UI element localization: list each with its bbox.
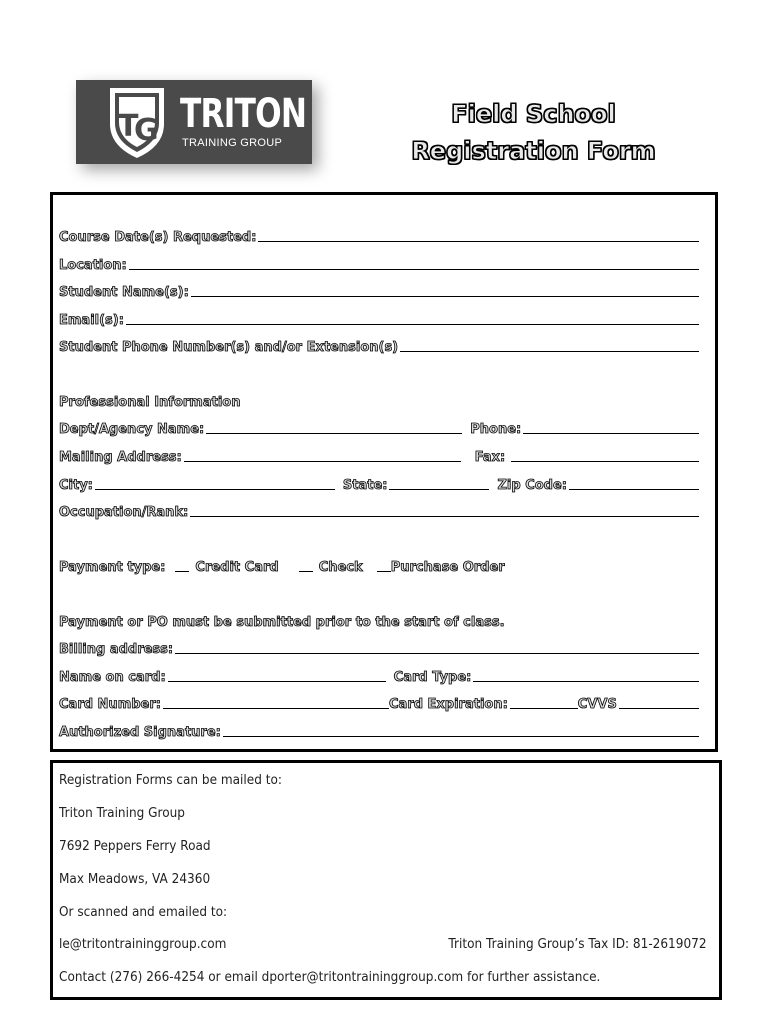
mailing-or-scan: Or scanned and emailed to: <box>59 905 228 920</box>
phone-field[interactable] <box>523 432 699 434</box>
check-checkbox[interactable] <box>299 570 313 572</box>
card-expiration-field[interactable] <box>510 707 578 709</box>
payment-type-label: Payment type: <box>59 560 166 575</box>
dept-agency-label: Dept/Agency Name: <box>59 422 205 437</box>
purchase-order-label: Purchase Order <box>390 560 505 575</box>
dept-agency-row <box>59 419 701 437</box>
fax-label: Fax: <box>474 450 506 465</box>
student-phone-row <box>59 337 701 355</box>
card-type-field[interactable] <box>473 680 699 682</box>
mailing-address-label: Mailing Address: <box>59 450 182 465</box>
email-label: Email(s): <box>59 313 124 328</box>
billing-address-field[interactable] <box>175 652 699 654</box>
title-line-2: Registration Form <box>411 137 656 165</box>
signature-row <box>59 722 701 740</box>
credit-card-label: Credit Card <box>195 560 279 575</box>
svg-text:T: T <box>118 109 139 144</box>
course-dates-row <box>59 227 701 245</box>
cvvs-field[interactable] <box>619 707 699 709</box>
card-expiration-label: Card Expiration: <box>388 697 508 712</box>
contact-line: Contact (276) 266-4254 or email dporter@tritontraininggroup.com for further assistance. <box>59 970 601 985</box>
student-names-row <box>59 282 701 300</box>
zip-field[interactable] <box>569 488 699 490</box>
signature-label: Authorized Signature: <box>59 725 221 740</box>
check-label: Check <box>318 560 363 575</box>
student-phone-field[interactable] <box>400 350 699 352</box>
shield-icon <box>106 84 168 160</box>
course-dates-label: Course Date(s) Requested: <box>59 230 257 245</box>
mailing-address-field[interactable] <box>184 460 461 462</box>
title-line-1: Field School <box>451 100 616 128</box>
card-number-row <box>59 694 701 712</box>
mailing-info-box <box>50 760 722 1000</box>
student-names-field[interactable] <box>191 295 699 297</box>
tax-id: Triton Training Group’s Tax ID: 81-2619072 <box>448 937 707 952</box>
professional-heading-row <box>59 392 701 410</box>
professional-heading: Professional Information <box>59 395 241 410</box>
svg-text:G: G <box>134 113 159 148</box>
mailing-address-row <box>59 447 701 465</box>
phone-label: Phone: <box>470 422 522 437</box>
logo-name: TRITON <box>180 91 307 137</box>
card-type-label: Card Type: <box>393 670 472 685</box>
cvvs-label: CVVS <box>577 697 617 712</box>
mailing-email-link[interactable]: le@tritontraininggroup.com <box>59 937 227 952</box>
card-number-field[interactable] <box>163 707 389 709</box>
state-field[interactable] <box>389 488 489 490</box>
fax-field[interactable] <box>511 460 699 462</box>
occupation-field[interactable] <box>190 515 699 517</box>
payment-notice-row <box>59 612 701 630</box>
mailing-street: 7692 Peppers Ferry Road <box>59 839 211 854</box>
billing-address-label: Billing address: <box>59 642 174 657</box>
location-field[interactable] <box>129 268 699 270</box>
logo-subtitle: TRAINING GROUP <box>182 137 283 149</box>
payment-notice: Payment or PO must be submitted prior to the start of class. <box>59 615 505 630</box>
triton-logo <box>76 80 312 164</box>
city-field[interactable] <box>95 488 335 490</box>
mailing-intro: Registration Forms can be mailed to: <box>59 773 282 788</box>
payment-type-row <box>59 557 701 575</box>
student-phone-label: Student Phone Number(s) and/or Extension(s) <box>59 340 399 355</box>
card-number-label: Card Number: <box>59 697 161 712</box>
page-title <box>396 96 671 170</box>
occupation-label: Occupation/Rank: <box>59 505 189 520</box>
location-label: Location: <box>59 258 127 273</box>
state-label: State: <box>342 478 388 493</box>
city-state-zip-row <box>59 475 701 493</box>
email-row <box>59 310 701 328</box>
occupation-row <box>59 502 701 520</box>
mailing-org: Triton Training Group <box>59 806 185 821</box>
registration-form-box <box>50 192 718 752</box>
dept-agency-field[interactable] <box>206 432 462 434</box>
name-on-card-field[interactable] <box>168 680 386 682</box>
credit-card-checkbox[interactable] <box>175 570 189 572</box>
zip-label: Zip Code: <box>497 478 567 493</box>
purchase-order-checkbox[interactable] <box>377 570 391 572</box>
billing-address-row <box>59 639 701 657</box>
signature-field[interactable] <box>223 735 699 737</box>
student-names-label: Student Name(s): <box>59 285 189 300</box>
course-dates-field[interactable] <box>258 240 699 242</box>
email-field[interactable] <box>126 323 699 325</box>
city-label: City: <box>59 478 93 493</box>
name-on-card-label: Name on card: <box>59 670 166 685</box>
location-row <box>59 255 701 273</box>
name-on-card-row <box>59 667 701 685</box>
mailing-city-state: Max Meadows, VA 24360 <box>59 872 211 887</box>
